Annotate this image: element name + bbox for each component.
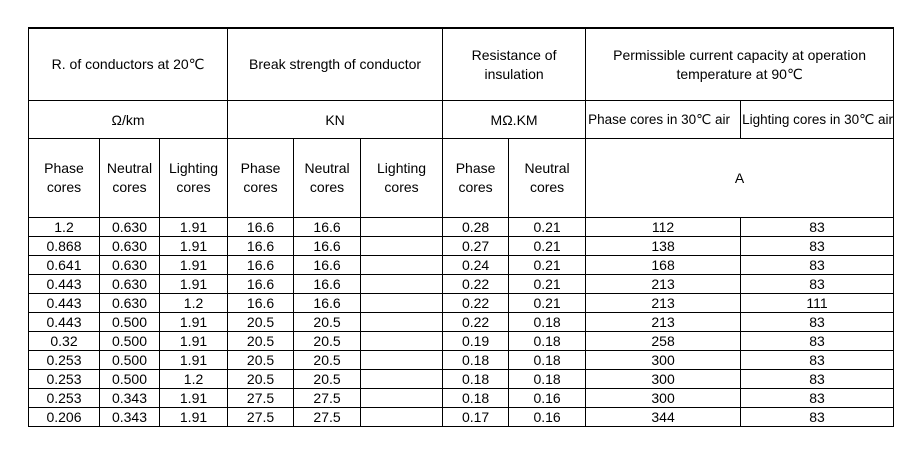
- table-cell: 1.91: [160, 218, 228, 237]
- table-cell: 0.18: [509, 332, 586, 351]
- unit-ohm-per-km: Ω/km: [29, 101, 228, 139]
- table-cell: 0.500: [100, 370, 160, 389]
- unit-megaohm-km: MΩ.KM: [443, 101, 586, 139]
- unit-amperes: A: [586, 139, 894, 218]
- table-cell: [361, 294, 443, 313]
- table-row: [29, 351, 894, 370]
- table-cell: 1.91: [160, 408, 228, 427]
- sub-header: Phase cores: [443, 139, 509, 218]
- table-cell: [361, 256, 443, 275]
- unit-kn: KN: [228, 101, 443, 139]
- table-cell: 0.22: [443, 313, 509, 332]
- table-cell: 213: [586, 275, 741, 294]
- table-row: [29, 332, 894, 351]
- table-cell: 16.6: [228, 218, 294, 237]
- table-cell: 20.5: [228, 370, 294, 389]
- table-cell: 111: [741, 294, 894, 313]
- table-row: [29, 256, 894, 275]
- table-cell: 0.16: [509, 408, 586, 427]
- table-cell: 0.630: [100, 294, 160, 313]
- cable-spec-table: [28, 27, 894, 427]
- table-cell: 0.18: [443, 370, 509, 389]
- table-row: [29, 294, 894, 313]
- table-cell: 300: [586, 389, 741, 408]
- table-cell: 1.91: [160, 313, 228, 332]
- table-row: [29, 408, 894, 427]
- table-cell: 0.24: [443, 256, 509, 275]
- table-cell: [361, 332, 443, 351]
- table-cell: 0.18: [509, 370, 586, 389]
- table-cell: 1.91: [160, 351, 228, 370]
- table-cell: 0.16: [509, 389, 586, 408]
- table-row: [29, 237, 894, 256]
- table-cell: 138: [586, 237, 741, 256]
- table-cell: 168: [586, 256, 741, 275]
- table-cell: 1.2: [160, 370, 228, 389]
- table-cell: 83: [741, 351, 894, 370]
- table-cell: 0.630: [100, 237, 160, 256]
- table-cell: 1.91: [160, 332, 228, 351]
- table-row: [29, 389, 894, 408]
- table-cell: 16.6: [294, 218, 361, 237]
- table-cell: 16.6: [228, 275, 294, 294]
- table-cell: 20.5: [294, 351, 361, 370]
- table-row: [29, 313, 894, 332]
- table-cell: 0.22: [443, 294, 509, 313]
- table-cell: 0.18: [443, 389, 509, 408]
- header-lighting-cores-air: Lighting cores in 30℃ air: [741, 101, 894, 139]
- table-cell: 16.6: [294, 256, 361, 275]
- table-cell: [361, 218, 443, 237]
- table-cell: 16.6: [228, 294, 294, 313]
- table-cell: 27.5: [294, 389, 361, 408]
- table-cell: 20.5: [294, 313, 361, 332]
- table-cell: 20.5: [228, 351, 294, 370]
- table-cell: 0.21: [509, 275, 586, 294]
- table-cell: 0.253: [29, 351, 100, 370]
- table-cell: 83: [741, 313, 894, 332]
- header-current-capacity: Permissible current capacity at operation temperature at 90℃: [586, 28, 894, 101]
- table-cell: 0.18: [509, 351, 586, 370]
- table-cell: 300: [586, 370, 741, 389]
- table-cell: 0.18: [509, 313, 586, 332]
- table-cell: 0.443: [29, 294, 100, 313]
- table-cell: 112: [586, 218, 741, 237]
- table-cell: 344: [586, 408, 741, 427]
- table-cell: 20.5: [228, 332, 294, 351]
- table-cell: 27.5: [228, 389, 294, 408]
- table-cell: 1.91: [160, 256, 228, 275]
- table-cell: 0.868: [29, 237, 100, 256]
- header-conductor-resistance: R. of conductors at 20℃: [29, 28, 228, 101]
- sub-header: Lighting cores: [160, 139, 228, 218]
- table-cell: 0.630: [100, 218, 160, 237]
- table-cell: 1.91: [160, 275, 228, 294]
- table-cell: 83: [741, 332, 894, 351]
- table-cell: 0.630: [100, 275, 160, 294]
- table-cell: 0.28: [443, 218, 509, 237]
- table-cell: 20.5: [294, 332, 361, 351]
- table-cell: 0.500: [100, 332, 160, 351]
- table-cell: 16.6: [294, 275, 361, 294]
- table-cell: [361, 351, 443, 370]
- table-cell: 83: [741, 408, 894, 427]
- sub-header: Neutral cores: [100, 139, 160, 218]
- table-cell: 16.6: [294, 294, 361, 313]
- table-cell: 0.500: [100, 313, 160, 332]
- table-cell: [361, 370, 443, 389]
- table-body: [29, 218, 894, 427]
- sub-header: Neutral cores: [509, 139, 586, 218]
- table-row: [29, 218, 894, 237]
- table-cell: 300: [586, 351, 741, 370]
- table-cell: 0.641: [29, 256, 100, 275]
- table-cell: 0.253: [29, 389, 100, 408]
- table-cell: 213: [586, 294, 741, 313]
- table-cell: 0.21: [509, 237, 586, 256]
- sub-header: Phase cores: [228, 139, 294, 218]
- table-cell: 1.2: [29, 218, 100, 237]
- table-cell: 16.6: [228, 256, 294, 275]
- table-cell: 213: [586, 313, 741, 332]
- table-cell: 0.27: [443, 237, 509, 256]
- table-cell: 27.5: [294, 408, 361, 427]
- table-cell: 0.21: [509, 294, 586, 313]
- table-cell: [361, 275, 443, 294]
- table-cell: 0.21: [509, 256, 586, 275]
- table-cell: 0.18: [443, 351, 509, 370]
- table-row: [29, 370, 894, 389]
- table-cell: 16.6: [294, 237, 361, 256]
- table-cell: 27.5: [228, 408, 294, 427]
- table-cell: [361, 313, 443, 332]
- table-cell: 83: [741, 218, 894, 237]
- table-cell: 0.500: [100, 351, 160, 370]
- table-cell: 83: [741, 237, 894, 256]
- table-cell: 83: [741, 389, 894, 408]
- sub-header: Phase cores: [29, 139, 100, 218]
- table-cell: 258: [586, 332, 741, 351]
- table-cell: [361, 408, 443, 427]
- table-cell: 0.630: [100, 256, 160, 275]
- sub-header: Lighting cores: [361, 139, 443, 218]
- table-cell: 0.343: [100, 389, 160, 408]
- table-cell: 1.2: [160, 294, 228, 313]
- table-cell: 0.443: [29, 313, 100, 332]
- table-row: [29, 275, 894, 294]
- header-break-strength: Break strength of conductor: [228, 28, 443, 101]
- table-cell: 0.343: [100, 408, 160, 427]
- table-cell: 0.21: [509, 218, 586, 237]
- table-cell: 1.91: [160, 389, 228, 408]
- header-phase-cores-air: Phase cores in 30℃ air: [586, 101, 741, 139]
- table-cell: 83: [741, 256, 894, 275]
- table-cell: 0.32: [29, 332, 100, 351]
- header-insulation-resistance: Resistance of insulation: [443, 28, 586, 101]
- table-cell: 0.443: [29, 275, 100, 294]
- table-cell: 0.22: [443, 275, 509, 294]
- table-cell: 0.253: [29, 370, 100, 389]
- table-cell: 20.5: [294, 370, 361, 389]
- table-cell: [361, 389, 443, 408]
- sub-header: Neutral cores: [294, 139, 361, 218]
- table-cell: 0.17: [443, 408, 509, 427]
- table-cell: 0.19: [443, 332, 509, 351]
- table-cell: 1.91: [160, 237, 228, 256]
- table-cell: 20.5: [228, 313, 294, 332]
- table-cell: 83: [741, 275, 894, 294]
- table-cell: 83: [741, 370, 894, 389]
- table-cell: [361, 237, 443, 256]
- table-cell: 16.6: [228, 237, 294, 256]
- table-cell: 0.206: [29, 408, 100, 427]
